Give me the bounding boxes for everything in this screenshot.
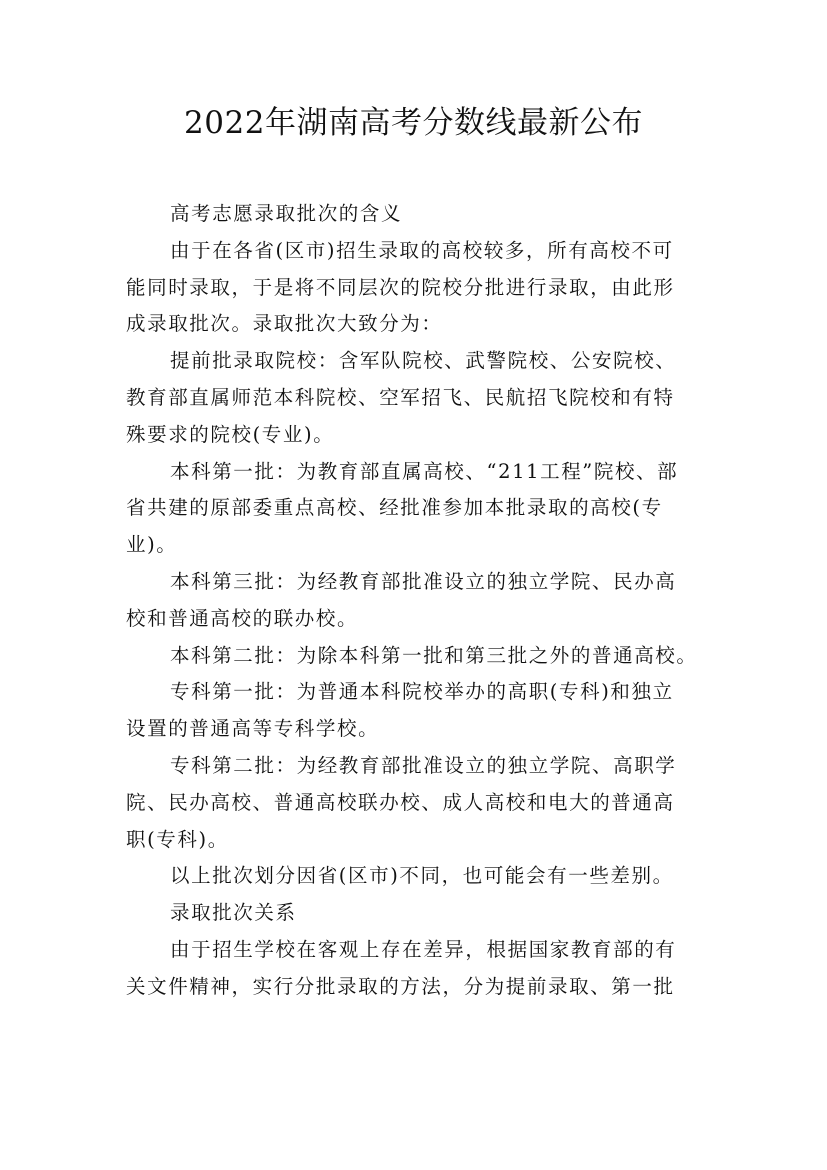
document-body: [126, 196, 710, 1006]
paragraph-line: 业)。: [126, 533, 178, 557]
paragraph-line: 由于招生学校在客观上存在差异，根据国家教育部的有: [170, 937, 677, 961]
paragraph-line: 成录取批次。录取批次大致分为：: [126, 312, 443, 336]
paragraph-line: 由于在各省(区市)招生录取的高校较多，所有高校不可: [170, 238, 674, 262]
paragraph-line: 省共建的原部委重点高校、经批准参加本批录取的高校(专: [126, 496, 663, 520]
paragraph-line: 校和普通高校的联办校。: [126, 606, 359, 630]
paragraph-line: 关文件精神，实行分批录取的方法，分为提前录取、第一批: [126, 974, 675, 998]
paragraph-line: 专科第一批：为普通本科院校举办的高职(专科)和独立: [170, 680, 674, 704]
paragraph-line: 本科第三批：为经教育部批准设立的独立学院、民办高: [170, 569, 677, 593]
document-title: 2022年湖南高考分数线最新公布: [184, 105, 643, 141]
paragraph-line: 本科第一批：为教育部直属高校、“211工程”院校、部: [170, 459, 679, 483]
paragraph-line: 以上批次划分因省(区市)不同，也可能会有一些差别。: [170, 864, 674, 888]
paragraph-line: 专科第二批：为经教育部批准设立的独立学院、高职学: [170, 753, 677, 777]
paragraph-line: 设置的普通高等专科学校。: [126, 717, 380, 741]
paragraph-line: 提前批录取院校：含军队院校、武警院校、公安院校、: [170, 349, 677, 373]
paragraph-line: 殊要求的院校(专业)。: [126, 422, 335, 446]
section-heading-batch-meaning: 高考志愿录取批次的含义: [170, 202, 403, 225]
paragraph-line: 教育部直属师范本科院校、空军招飞、民航招飞院校和有特: [126, 385, 675, 409]
paragraph-line: 职(专科)。: [126, 827, 229, 851]
paragraph-line: 院、民办高校、普通高校联办校、成人高校和电大的普通高: [126, 790, 675, 814]
paragraph-line: 能同时录取，于是将不同层次的院校分批进行录取，由此形: [126, 275, 675, 299]
section-heading-batch-relation: 录取批次关系: [170, 901, 297, 925]
paragraph-line: 本科第二批：为除本科第一批和第三批之外的普通高校。: [170, 643, 698, 667]
